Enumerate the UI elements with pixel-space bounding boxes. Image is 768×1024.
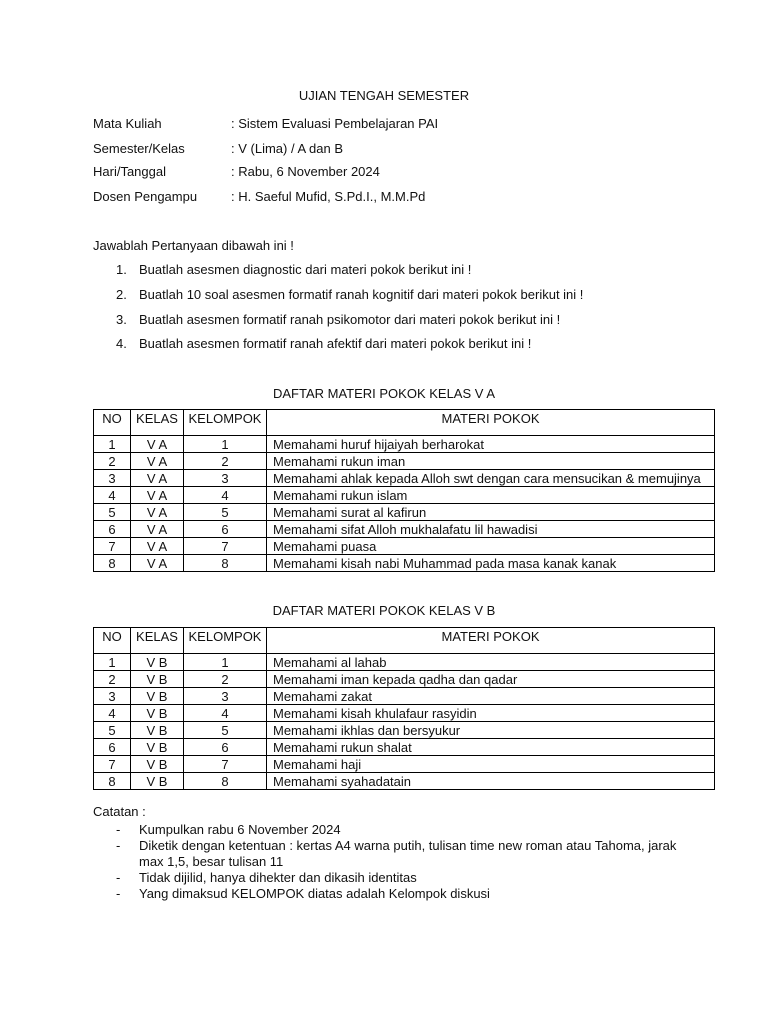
cell-materi: Memahami huruf hijaiyah berharokat: [267, 436, 715, 453]
cell-no: 5: [94, 722, 131, 739]
cell-materi: Memahami ikhlas dan bersyukur: [267, 722, 715, 739]
question-number: 1.: [116, 262, 127, 277]
cell-kelas: V A: [131, 504, 184, 521]
cell-kelompok: 2: [184, 671, 267, 688]
note-text: Yang dimaksud KELOMPOK diatas adalah Kelompok diskusi: [139, 886, 490, 901]
cell-kelas: V B: [131, 739, 184, 756]
info-label: Hari/Tanggal: [93, 164, 166, 179]
cell-no: 6: [94, 739, 131, 756]
cell-kelas: V A: [131, 555, 184, 572]
cell-kelompok: 8: [184, 773, 267, 790]
cell-materi: Memahami zakat: [267, 688, 715, 705]
table-row: [94, 555, 715, 572]
info-label: Mata Kuliah: [93, 116, 162, 131]
question-text: Buatlah asesmen formatif ranah afektif dari materi pokok berikut ini !: [139, 336, 532, 351]
table-a-title: DAFTAR MATERI POKOK KELAS V A: [272, 386, 495, 401]
cell-no: 8: [94, 773, 131, 790]
cell-kelompok: 3: [184, 470, 267, 487]
cell-no: 2: [94, 671, 131, 688]
table-b-title: DAFTAR MATERI POKOK KELAS V B: [272, 603, 496, 618]
table-row: [94, 504, 715, 521]
table-header-row: [94, 628, 715, 654]
instruction-text: Jawablah Pertanyaan dibawah ini !: [93, 238, 294, 253]
header-kelompok: KELOMPOK: [184, 410, 267, 436]
info-value: : Rabu, 6 November 2024: [231, 164, 380, 179]
note-text: Tidak dijilid, hanya dihekter dan dikasih identitas: [139, 870, 417, 885]
cell-no: 3: [94, 470, 131, 487]
cell-no: 4: [94, 705, 131, 722]
table-row: [94, 739, 715, 756]
header-kelas: KELAS: [131, 628, 184, 654]
cell-materi: Memahami rukun shalat: [267, 739, 715, 756]
cell-kelas: V A: [131, 521, 184, 538]
page-title: UJIAN TENGAH SEMESTER: [298, 88, 470, 103]
header-no: NO: [94, 628, 131, 654]
question-number: 4.: [116, 336, 127, 351]
question-text: Buatlah asesmen formatif ranah psikomotor dari materi pokok berikut ini !: [139, 312, 561, 327]
cell-materi: Memahami puasa: [267, 538, 715, 555]
cell-materi: Memahami sifat Alloh mukhalafatu lil hawadisi: [267, 521, 715, 538]
cell-materi: Memahami surat al kafirun: [267, 504, 715, 521]
note-bullet: -: [116, 870, 121, 885]
question-number: 2.: [116, 287, 127, 302]
info-label: Semester/Kelas: [93, 141, 185, 156]
cell-materi: Memahami kisah khulafaur rasyidin: [267, 705, 715, 722]
table-row: [94, 671, 715, 688]
cell-kelompok: 7: [184, 538, 267, 555]
cell-materi: Memahami syahadatain: [267, 773, 715, 790]
question-item: [116, 262, 471, 277]
cell-no: 5: [94, 504, 131, 521]
header-kelas: KELAS: [131, 410, 184, 436]
table-row: [94, 688, 715, 705]
table-row: [94, 436, 715, 453]
cell-kelas: V B: [131, 705, 184, 722]
cell-kelompok: 4: [184, 487, 267, 504]
table-row: [94, 470, 715, 487]
note-text: Kumpulkan rabu 6 November 2024: [139, 822, 341, 837]
note-bullet: -: [116, 838, 121, 853]
cell-materi: Memahami ahlak kepada Alloh swt dengan cara mensucikan & memujinya: [267, 470, 715, 487]
cell-no: 7: [94, 756, 131, 773]
note-bullet: -: [116, 886, 121, 901]
cell-kelompok: 5: [184, 722, 267, 739]
cell-kelompok: 2: [184, 453, 267, 470]
cell-no: 3: [94, 688, 131, 705]
cell-materi: Memahami rukun iman: [267, 453, 715, 470]
cell-kelompok: 6: [184, 521, 267, 538]
question-item: [116, 287, 583, 302]
table-row: [94, 538, 715, 555]
cell-kelompok: 4: [184, 705, 267, 722]
header-materi: MATERI POKOK: [267, 628, 715, 654]
cell-kelompok: 6: [184, 739, 267, 756]
table-header-row: [94, 410, 715, 436]
cell-no: 6: [94, 521, 131, 538]
cell-kelompok: 1: [184, 436, 267, 453]
question-text: Buatlah asesmen diagnostic dari materi pokok berikut ini !: [139, 262, 472, 277]
table-row: [94, 521, 715, 538]
cell-kelas: V A: [131, 487, 184, 504]
cell-kelas: V A: [131, 436, 184, 453]
cell-no: 2: [94, 453, 131, 470]
table-row: [94, 756, 715, 773]
cell-materi: Memahami rukun islam: [267, 487, 715, 504]
table-row: [94, 705, 715, 722]
table-materi-va: [93, 409, 715, 572]
question-item: [116, 336, 531, 351]
cell-kelompok: 1: [184, 654, 267, 671]
cell-kelas: V A: [131, 470, 184, 487]
cell-no: 7: [94, 538, 131, 555]
header-no: NO: [94, 410, 131, 436]
table-materi-vb: [93, 627, 715, 790]
cell-kelas: V B: [131, 654, 184, 671]
cell-no: 4: [94, 487, 131, 504]
cell-materi: Memahami al lahab: [267, 654, 715, 671]
table-row: [94, 487, 715, 504]
cell-kelas: V B: [131, 756, 184, 773]
header-kelompok: KELOMPOK: [184, 628, 267, 654]
cell-materi: Memahami kisah nabi Muhammad pada masa kanak kanak: [267, 555, 715, 572]
question-item: [116, 312, 560, 327]
cell-kelas: V B: [131, 671, 184, 688]
table-row: [94, 722, 715, 739]
cell-kelompok: 3: [184, 688, 267, 705]
table-row: [94, 654, 715, 671]
cell-kelas: V A: [131, 538, 184, 555]
cell-materi: Memahami haji: [267, 756, 715, 773]
cell-kelompok: 8: [184, 555, 267, 572]
table-row: [94, 773, 715, 790]
note-bullet: -: [116, 822, 121, 837]
cell-kelas: V A: [131, 453, 184, 470]
info-value: : Sistem Evaluasi Pembelajaran PAI: [231, 116, 439, 131]
cell-materi: Memahami iman kepada qadha dan qadar: [267, 671, 715, 688]
cell-kelas: V B: [131, 722, 184, 739]
cell-no: 8: [94, 555, 131, 572]
question-number: 3.: [116, 312, 127, 327]
cell-no: 1: [94, 436, 131, 453]
cell-no: 1: [94, 654, 131, 671]
info-value: : V (Lima) / A dan B: [231, 141, 343, 156]
header-materi: MATERI POKOK: [267, 410, 715, 436]
cell-kelas: V B: [131, 773, 184, 790]
notes-title: Catatan :: [93, 804, 146, 819]
info-value: : H. Saeful Mufid, S.Pd.I., M.M.Pd: [231, 189, 426, 204]
question-text: Buatlah 10 soal asesmen formatif ranah kognitif dari materi pokok berikut ini !: [139, 287, 584, 302]
cell-kelompok: 5: [184, 504, 267, 521]
table-row: [94, 453, 715, 470]
cell-kelompok: 7: [184, 756, 267, 773]
note-text: Diketik dengan ketentuan : kertas A4 warna putih, tulisan time new roman atau Tahoma, jarak max 1,5, besar tulisan 11: [139, 838, 677, 869]
cell-kelas: V B: [131, 688, 184, 705]
info-label: Dosen Pengampu: [93, 189, 198, 204]
